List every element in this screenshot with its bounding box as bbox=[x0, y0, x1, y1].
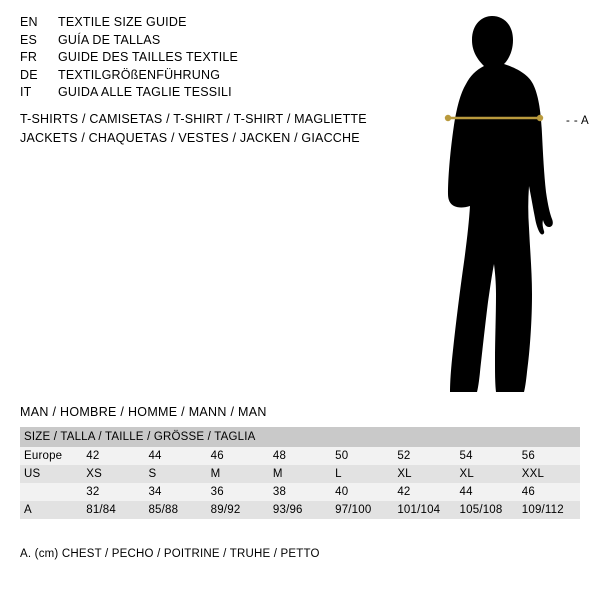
language-legend bbox=[20, 14, 380, 102]
table-cell: XL bbox=[456, 465, 518, 483]
legend-language-code: IT bbox=[20, 85, 32, 99]
legend-language-code: DE bbox=[20, 67, 38, 82]
size-table-title: MAN / HOMBRE / HOMME / MANN / MAN bbox=[20, 405, 267, 419]
chest-measure-callout-label: - - A bbox=[566, 115, 590, 127]
table-cell: 50 bbox=[331, 447, 393, 465]
table-cell: S bbox=[144, 465, 206, 483]
table-row bbox=[20, 483, 580, 501]
legend-language-text: GUIDE DES TAILLES TEXTILE bbox=[58, 50, 239, 64]
table-cell: XL bbox=[393, 465, 455, 483]
table-cell: 46 bbox=[518, 483, 580, 501]
table-header-label: SIZE / TALLA / TAILLE / GRÖSSE / TAGLIA bbox=[20, 427, 580, 447]
size-table-section bbox=[20, 405, 580, 519]
table-row bbox=[20, 465, 580, 483]
size-table bbox=[20, 427, 580, 519]
row-label-us: US bbox=[20, 465, 82, 483]
table-cell: 101/104 bbox=[393, 501, 455, 519]
table-cell: XXL bbox=[518, 465, 580, 483]
table-cell: 48 bbox=[269, 447, 331, 465]
legend-row bbox=[20, 32, 380, 50]
body-silhouette-icon bbox=[400, 10, 600, 400]
legend-row bbox=[20, 84, 380, 102]
table-cell: 32 bbox=[82, 483, 144, 501]
table-cell: 97/100 bbox=[331, 501, 393, 519]
table-row bbox=[20, 447, 580, 465]
table-cell: M bbox=[269, 465, 331, 483]
chest-measure-endpoint-right bbox=[537, 115, 543, 121]
table-cell: 46 bbox=[207, 447, 269, 465]
table-cell: 40 bbox=[331, 483, 393, 501]
table-cell: 34 bbox=[144, 483, 206, 501]
table-header-row bbox=[20, 427, 580, 447]
table-cell: 36 bbox=[207, 483, 269, 501]
legend-language-code: FR bbox=[20, 50, 38, 64]
male-body-figure bbox=[400, 10, 600, 400]
product-category-list bbox=[20, 110, 420, 148]
table-cell: 85/88 bbox=[144, 501, 206, 519]
legend-row bbox=[20, 67, 380, 85]
table-cell: 81/84 bbox=[82, 501, 144, 519]
row-label-europe: Europe bbox=[20, 447, 82, 465]
product-category-tshirts: T-SHIRTS / CAMISETAS / T-SHIRT / T-SHIRT / MAGLIETTE bbox=[20, 112, 367, 126]
table-cell: 54 bbox=[456, 447, 518, 465]
legend-language-text: GUÍA DE TALLAS bbox=[58, 32, 161, 47]
table-cell: 38 bbox=[269, 483, 331, 501]
table-cell: 52 bbox=[393, 447, 455, 465]
table-cell: 89/92 bbox=[207, 501, 269, 519]
table-cell: 56 bbox=[518, 447, 580, 465]
table-cell: 93/96 bbox=[269, 501, 331, 519]
table-cell: 44 bbox=[144, 447, 206, 465]
legend-language-text: GUIDA ALLE TAGLIE TESSILI bbox=[58, 85, 232, 99]
table-cell: 42 bbox=[393, 483, 455, 501]
table-cell: L bbox=[331, 465, 393, 483]
legend-row bbox=[20, 14, 380, 32]
measurement-footnote: A. (cm) CHEST / PECHO / POITRINE / TRUHE / PETTO bbox=[20, 548, 320, 560]
legend-language-code: EN bbox=[20, 15, 38, 29]
table-cell: M bbox=[207, 465, 269, 483]
table-cell: XS bbox=[82, 465, 144, 483]
chest-measure-endpoint-left bbox=[445, 115, 451, 121]
legend-language-text: TEXTILE SIZE GUIDE bbox=[58, 15, 187, 29]
row-label-blank bbox=[20, 483, 82, 501]
legend-row bbox=[20, 49, 380, 67]
legend-language-text: TEXTILGRÖßENFÜHRUNG bbox=[58, 67, 221, 82]
row-label-a: A bbox=[20, 501, 82, 519]
legend-language-code: ES bbox=[20, 32, 38, 47]
table-cell: 42 bbox=[82, 447, 144, 465]
table-cell: 44 bbox=[456, 483, 518, 501]
table-cell: 109/112 bbox=[518, 501, 580, 519]
product-category-jackets: JACKETS / CHAQUETAS / VESTES / JACKEN / GIACCHE bbox=[20, 131, 360, 145]
table-row bbox=[20, 501, 580, 519]
table-cell: 105/108 bbox=[456, 501, 518, 519]
